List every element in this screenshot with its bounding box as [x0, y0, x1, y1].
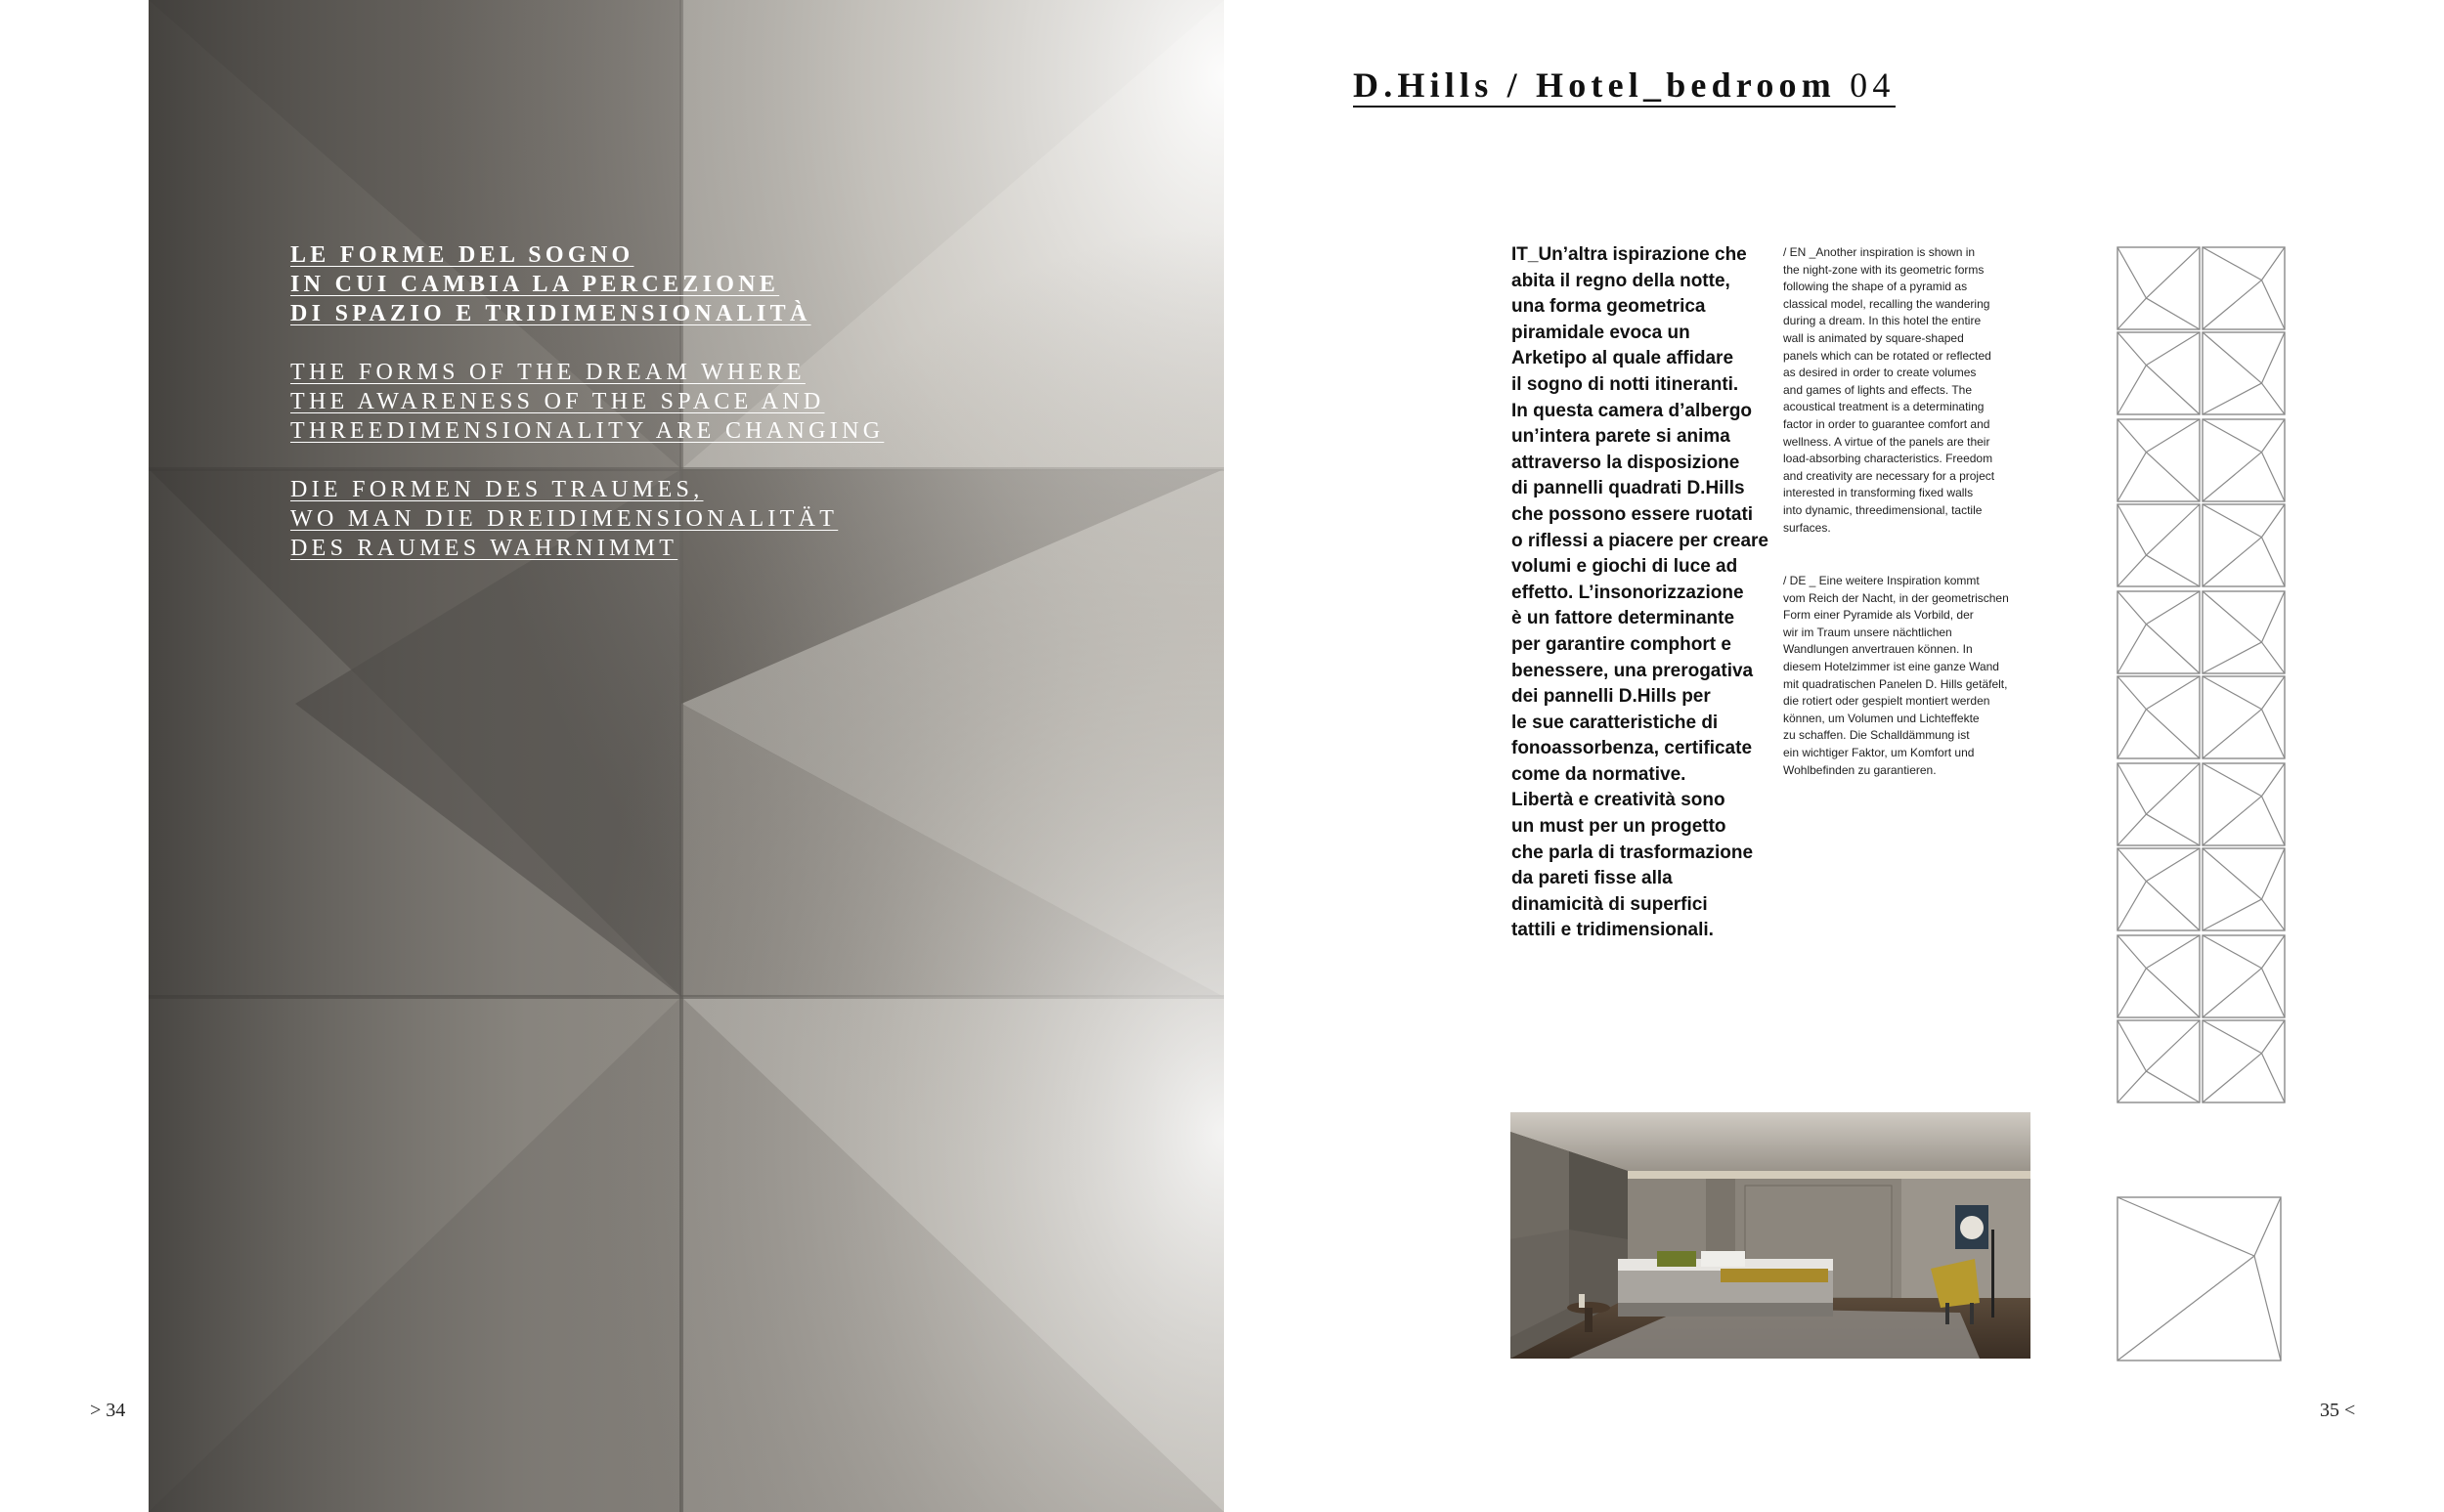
- text-line: load-absorbing characteristics. Freedom: [1783, 452, 1993, 466]
- panel-module-drawing: [2117, 848, 2200, 930]
- tagline-line: LE FORME DEL SOGNO: [290, 242, 634, 268]
- text-line: into dynamic, threedimensional, tactile: [1783, 502, 1983, 517]
- text-line: ein wichtiger Faktor, um Komfort und: [1783, 745, 1975, 759]
- text-line: and games of lights and effects. The: [1783, 382, 1973, 397]
- text-line: le sue caratteristiche di: [1511, 712, 1719, 733]
- text-line: classical model, recalling the wandering: [1783, 296, 1990, 311]
- text-line: che possono essere ruotati: [1511, 503, 1754, 525]
- text-line: tattili e tridimensionali.: [1511, 920, 1714, 941]
- panel-module-drawing: [2203, 1020, 2285, 1102]
- text-line: Wandlungen anvertrauen können. In: [1783, 642, 1973, 657]
- tagline-line: THREEDIMENSIONALITY ARE CHANGING: [290, 418, 885, 444]
- text-line: fonoassorbenza, certificate: [1511, 738, 1753, 759]
- text-line: come da normative.: [1511, 763, 1686, 785]
- text-line: and creativity are necessary for a project: [1783, 468, 1995, 483]
- text-line: di pannelli quadrati D.Hills: [1511, 478, 1745, 499]
- tagline-line: DIE FORMEN DES TRAUMES,: [290, 477, 704, 502]
- text-line: per garantire comphort e: [1511, 633, 1731, 655]
- text-line: acoustical treatment is a determinating: [1783, 400, 1985, 414]
- text-line: piramidale evoca un: [1511, 322, 1690, 343]
- text-line: die rotiert oder gespielt montiert werden: [1783, 694, 1990, 709]
- text-line: können, um Volumen und Lichteffekte: [1783, 711, 1980, 725]
- tagline-it: [290, 240, 994, 328]
- text-line: benessere, una prerogativa: [1511, 660, 1754, 681]
- pyramid-panel-texture: [149, 0, 1224, 1512]
- tagline-line: WO MAN DIE DREIDIMENSIONALITÄT: [290, 506, 839, 532]
- italian-text-column: [1511, 242, 1775, 944]
- panel-module-drawing: [2117, 419, 2200, 501]
- english-text-column: [1783, 244, 2047, 537]
- text-line: panels which can be rotated or reflected: [1783, 348, 1991, 363]
- panel-module-drawing: [2117, 1020, 2200, 1102]
- text-line: IT_Un’altra ispirazione che: [1511, 244, 1747, 265]
- tagline-line: DI SPAZIO E TRIDIMENSIONALITÀ: [290, 301, 811, 326]
- text-line: the night-zone with its geometric forms: [1783, 262, 1985, 277]
- panel-module-drawing: [2117, 763, 2200, 845]
- text-line: volumi e giochi di luce ad: [1511, 556, 1738, 578]
- text-line: following the shape of a pyramid as: [1783, 280, 1968, 294]
- text-line: il sogno di notti itineranti.: [1511, 373, 1739, 395]
- panel-module-drawing: [2117, 935, 2200, 1017]
- panel-module-drawing: [2203, 504, 2285, 586]
- text-line: wall is animated by square-shaped: [1783, 330, 1964, 345]
- tagline-overlay: [290, 240, 994, 592]
- panel-module-drawing: [2117, 247, 2200, 329]
- text-line: / EN _Another inspiration is shown in: [1783, 245, 1976, 259]
- page-number-left: > 34: [90, 1400, 126, 1421]
- page-number-right: 35 <: [2320, 1400, 2356, 1421]
- bedroom-illustration: [1510, 1112, 2030, 1359]
- panel-module-drawing: [2203, 419, 2285, 501]
- text-line: interested in transforming fixed walls: [1783, 486, 1974, 500]
- text-line: wellness. A virtue of the panels are their: [1783, 434, 1990, 449]
- panel-module-drawing-large: [2117, 1197, 2281, 1361]
- text-line: dinamicità di superfici: [1511, 893, 1708, 915]
- panel-module-drawing: [2117, 332, 2200, 414]
- panel-module-drawing: [2203, 848, 2285, 930]
- text-line: wir im Traum unsere nächtlichen: [1783, 625, 1952, 639]
- text-line: abita il regno della notte,: [1511, 270, 1730, 291]
- text-line: zu schaffen. Die Schalldämmung ist: [1783, 728, 1970, 743]
- text-line: In questa camera d’albergo: [1511, 400, 1753, 421]
- text-line: attraverso la disposizione: [1511, 452, 1740, 473]
- panel-module-drawing: [2203, 763, 2285, 845]
- panel-module-drawing: [2203, 676, 2285, 758]
- panel-module-drawing: [2203, 247, 2285, 329]
- tagline-en: [290, 358, 994, 446]
- tagline-line: THE AWARENESS OF THE SPACE AND: [290, 389, 825, 414]
- text-line: surfaces.: [1783, 520, 1831, 535]
- text-line: vom Reich der Nacht, in der geometrischen: [1783, 590, 2009, 605]
- text-line: diesem Hotelzimmer ist eine ganze Wand: [1783, 659, 1999, 673]
- text-line: un must per un progetto: [1511, 816, 1726, 838]
- text-line: effetto. L’insonorizzazione: [1511, 582, 1744, 603]
- text-line: Libertà e creatività sono: [1511, 790, 1725, 811]
- text-line: / DE _ Eine weitere Inspiration kommt: [1783, 574, 1980, 587]
- panel-module-drawing: [2117, 504, 2200, 586]
- panel-module-drawing: [2117, 591, 2200, 673]
- text-line: as desired in order to create volumes: [1783, 366, 1977, 380]
- tagline-line: IN CUI CAMBIA LA PERCEZIONE: [290, 272, 780, 297]
- tagline-de: [290, 475, 994, 563]
- text-line: Arketipo al quale affidare: [1511, 348, 1734, 369]
- text-line: factor in order to guarantee comfort and: [1783, 416, 1990, 431]
- german-text-column: [1783, 573, 2047, 779]
- text-line: mit quadratischen Panelen D. Hills getäfelt,: [1783, 676, 2008, 691]
- text-line: o riflessi a piacere per creare: [1511, 530, 1768, 551]
- tagline-line: THE FORMS OF THE DREAM WHERE: [290, 360, 806, 385]
- text-line: che parla di trasformazione: [1511, 842, 1754, 863]
- panel-module-drawing: [2203, 935, 2285, 1017]
- text-line: dei pannelli D.Hills per: [1511, 686, 1711, 708]
- tagline-line: DES RAUMES WAHRNIMMT: [290, 536, 678, 561]
- text-line: da pareti fisse alla: [1511, 868, 1673, 889]
- text-line: è un fattore determinante: [1511, 608, 1735, 629]
- text-line: Form einer Pyramide als Vorbild, der: [1783, 608, 1974, 623]
- page-title: [1353, 65, 1896, 108]
- panel-module-drawing: [2203, 591, 2285, 673]
- text-line: una forma geometrica: [1511, 296, 1706, 318]
- panel-module-drawing: [2203, 332, 2285, 414]
- title-main: D.Hills / Hotel_bedroom: [1353, 65, 1836, 105]
- title-number: 04: [1850, 65, 1896, 105]
- bedroom-photo: [1510, 1112, 2030, 1359]
- text-line: Wohlbefinden zu garantieren.: [1783, 762, 1937, 777]
- panel-module-drawing: [2117, 676, 2200, 758]
- wall-panel-photo: [149, 0, 1224, 1512]
- text-line: during a dream. In this hotel the entire: [1783, 314, 1982, 328]
- text-line: un’intera parete si anima: [1511, 426, 1730, 448]
